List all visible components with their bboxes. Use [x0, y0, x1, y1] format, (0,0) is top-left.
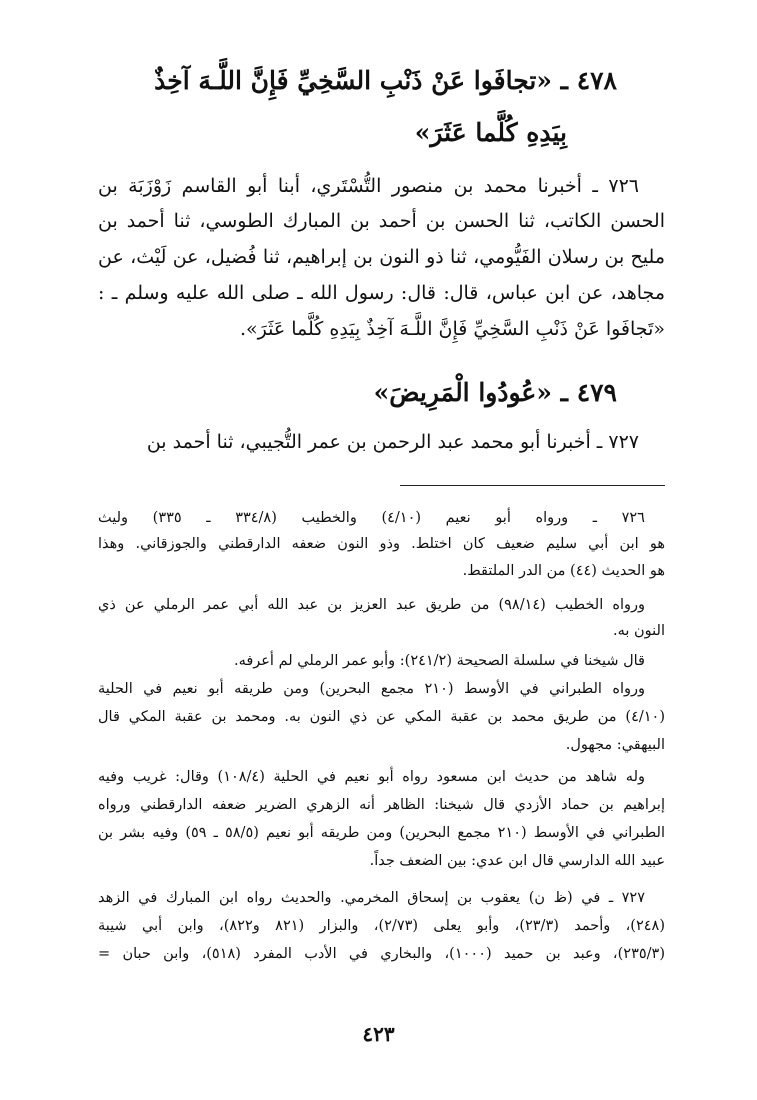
body-line: مليح بن رسلان الفَيُّومي، ثنا ذو النون بن إبراهيم، ثنا فُضيل، عن لَيْث، عن: [98, 246, 665, 268]
body-line: ٧٢٦ ـ أخبرنا محمد بن منصور التُّسْتَري، أبنا أبو القاسم زَوْزَبَة بن: [98, 175, 639, 197]
footnote-line: إبراهيم بن حماد الأزدي قال شيخنا: الظاهر أنه الزهري الضرير ضعفه الدارقطني ورواه: [98, 797, 665, 813]
footnote-line: (٢٣٥/٣)، وعبد بن حميد (١٠٠٠)، والبخاري في الأدب المفرد (٥١٨)، وابن حبان =: [98, 946, 665, 962]
heading-dash: ـ: [551, 378, 568, 407]
body-line: الحسن الكاتب، ثنا الحسن بن أحمد بن المبارك الطوسي، ثنا أحمد بن: [98, 210, 665, 232]
body-line: مجاهد، عن ابن عباس، قال: قال: رسول الله ـ صلى الله عليه وسلم ـ :: [98, 282, 665, 304]
heading-dash: ـ: [551, 66, 568, 95]
footnote-line: (٤/١٠) من طريق محمد بن عقبة المكي عن ذي النون به. ومحمد بن عقبة المكي قال: [98, 709, 665, 725]
hadith-heading-478-cont: [87, 114, 567, 152]
heading-text-line2: بِيَدِهِ كُلَّما عَثَرَ»: [414, 118, 567, 147]
footnote-line: ورواه الخطيب (٩٨/١٤) من طريق عبد العزيز بن عبد الله أبي عمر الرملي عن ذي: [98, 597, 646, 613]
footnote-line: الطبراني في الأوسط (٢١٠ مجمع البحرين) ومن طريقه أبو نعيم (٥٨/٥ ـ ٥٩) وفيه بشر بن: [98, 825, 665, 841]
heading-text-line1: «تجافَوا عَنْ ذَنْبِ السَّخِيِّ فَإِنَّ اللَّـهَ آخِذٌ: [154, 66, 552, 95]
footnote-line: وله شاهد من حديث ابن مسعود رواه أبو نعيم في الحلية (١٠٨/٤) وقال: غريب وفيه: [98, 769, 645, 785]
footnote-line: ٧٢٧ ـ في (ظ ن) يعقوب بن إسحاق المخرمي. والحديث رواه ابن المبارك في الزهد: [98, 890, 645, 906]
footnote-line: (٢٤٨)، وأحمد (٢٣/٣)، وأبو يعلى (٢/٧٣)، والبزار (٨٢١ و٨٢٢)، وابن أبي شيبة: [98, 918, 666, 934]
footnote-line: قال شيخنا في سلسلة الصحيحة (٢٤١/٢): وأبو عمر الرملي لم أعرفه.: [233, 653, 645, 669]
footnote-line: ٧٢٦ ـ ورواه أبو نعيم (٤/١٠) والخطيب (٣٣٤/٨ ـ ٣٣٥) وليث: [98, 510, 645, 526]
heading-number: ٤٧٨: [576, 66, 617, 95]
footnote-separator: [400, 485, 665, 486]
footnote-line: هو ابن أبي سليم ضعيف كان اختلط. وذو النون ضعفه الدارقطني والجوزقاني. وهذا: [98, 536, 665, 552]
footnote-line: عبيد الله الدارسي قال ابن عدي: بين الضعف جداً.: [369, 853, 665, 869]
hadith-heading-478: [137, 62, 617, 100]
body-line: «تَجافَوا عَنْ ذَنْبِ السَّخِيِّ فَإِنَّ اللَّـهَ آخِذٌ بِيَدِهِ كُلَّما عَثَرَ».: [239, 318, 665, 340]
body-line: ٧٢٧ ـ أخبرنا أبو محمد عبد الرحمن بن عمر التُّجيبي، ثنا أحمد بن: [146, 431, 639, 453]
footnote-line: البيهقي: مجهول.: [565, 737, 665, 753]
heading-number: ٤٧٩: [576, 378, 617, 407]
footnote-line: النون به.: [613, 623, 665, 639]
hadith-heading-479: [137, 374, 617, 412]
footnote-line: هو الحديث (٤٤) من الدر الملتقط.: [462, 563, 665, 579]
heading-text-line1: «عُودُوا الْمَرِيضَ»: [373, 378, 552, 407]
page-number: ٤٢٣: [362, 1022, 395, 1046]
footnote-line: ورواه الطبراني في الأوسط (٢١٠ مجمع البحرين) ومن طريقه أبو نعيم في الحلية: [98, 681, 646, 697]
